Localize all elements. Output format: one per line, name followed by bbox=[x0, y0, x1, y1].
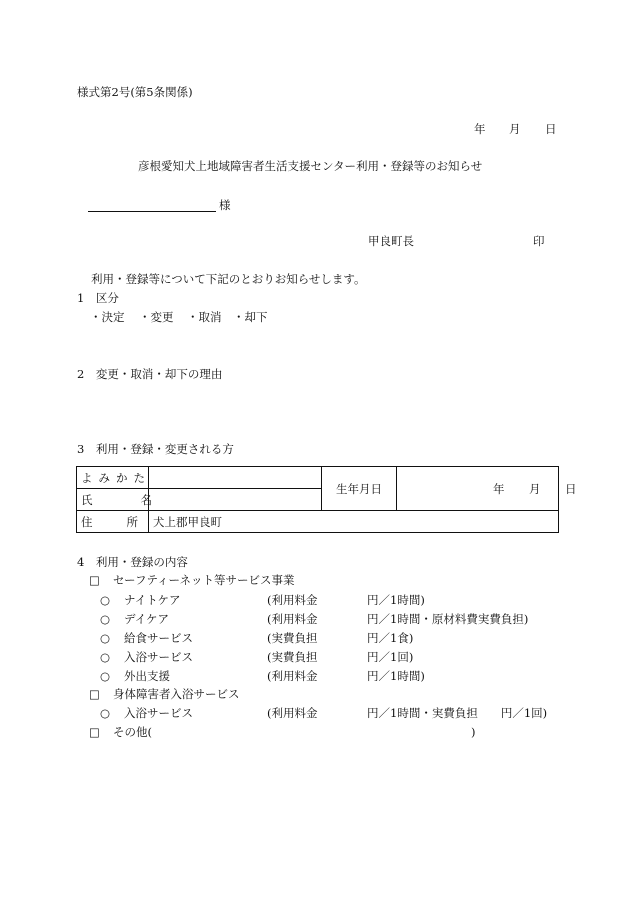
dob-year-label: 年 bbox=[493, 481, 505, 496]
item-outing-fee-detail: 円／1時間) bbox=[367, 669, 425, 683]
item-outing-fee-type: (利用料金 bbox=[267, 669, 318, 683]
item-daycare-fee-type: (利用料金 bbox=[267, 612, 318, 626]
item-physical-bath-fee-detail: 円／1時間・実費負担 円／1回) bbox=[367, 706, 548, 720]
section3-heading: 3 利用・登録・変更される方 bbox=[77, 442, 234, 456]
person-info-table bbox=[76, 466, 577, 533]
group1-label: セーフティーネット等サービス事業 bbox=[113, 573, 295, 587]
option-change[interactable]: ・変更 bbox=[139, 310, 174, 324]
item-bath-fee-type: (実費負担 bbox=[267, 650, 318, 664]
option-cancel[interactable]: ・取消 bbox=[187, 310, 222, 324]
item-nightcare-radio[interactable]: ○ bbox=[100, 593, 111, 607]
item-meal-fee-type: (実費負担 bbox=[267, 631, 318, 645]
date-year-label: 年 bbox=[474, 122, 486, 136]
item-nightcare-fee-type: (利用料金 bbox=[267, 593, 318, 607]
other-label: その他( bbox=[113, 725, 152, 739]
item-nightcare-name: ナイトケア bbox=[124, 593, 181, 607]
other-close-paren: ) bbox=[471, 725, 476, 739]
group2-checkbox[interactable]: □ bbox=[89, 687, 100, 701]
date-month-label: 月 bbox=[509, 122, 521, 136]
section4-heading: 4 利用・登録の内容 bbox=[77, 555, 188, 569]
dob-label-cell bbox=[322, 467, 397, 511]
item-bath-name: 入浴サービス bbox=[124, 650, 193, 664]
item-meal-name: 給食サービス bbox=[124, 631, 193, 645]
addressee-name-line[interactable] bbox=[88, 200, 216, 212]
item-outing-name: 外出支援 bbox=[124, 669, 170, 683]
furigana-label-cell bbox=[77, 467, 149, 489]
issuer-name: 甲良町長 bbox=[368, 234, 414, 248]
other-checkbox[interactable]: □ bbox=[89, 725, 100, 739]
seal-mark: 印 bbox=[533, 234, 545, 248]
furigana-input[interactable] bbox=[149, 467, 322, 489]
group2-label: 身体障害者入浴サービス bbox=[113, 687, 240, 701]
dob-month-label: 月 bbox=[529, 481, 541, 496]
date-day-label: 日 bbox=[545, 122, 557, 136]
item-daycare-radio[interactable]: ○ bbox=[100, 612, 111, 626]
section1-heading: 1 区分 bbox=[77, 291, 119, 305]
address-input[interactable] bbox=[149, 511, 559, 533]
addressee-suffix: 様 bbox=[219, 198, 231, 212]
item-daycare-name: デイケア bbox=[124, 612, 169, 626]
furigana-label: よみかた bbox=[81, 470, 151, 485]
section2-heading: 2 変更・取消・却下の理由 bbox=[77, 367, 223, 381]
group1-checkbox[interactable]: □ bbox=[89, 573, 100, 587]
address-label-cell bbox=[77, 511, 172, 533]
item-physical-bath-name: 入浴サービス bbox=[124, 706, 193, 720]
item-physical-bath-fee-type: (利用料金 bbox=[267, 706, 318, 720]
item-daycare-fee-detail: 円／1時間・原材料費実費負担) bbox=[367, 612, 529, 626]
item-outing-radio[interactable]: ○ bbox=[100, 669, 111, 683]
item-bath-radio[interactable]: ○ bbox=[100, 650, 111, 664]
item-physical-bath-radio[interactable]: ○ bbox=[100, 706, 111, 720]
item-meal-radio[interactable]: ○ bbox=[100, 631, 111, 645]
name-label-text: 氏名 bbox=[81, 492, 200, 507]
intro-text: 利用・登録等について下記のとおりお知らせします。 bbox=[91, 272, 366, 286]
form-number: 様式第2号(第5条関係) bbox=[77, 85, 193, 99]
page-title: 彦根愛知犬上地域障害者生活支援センター利用・登録等のお知らせ bbox=[138, 159, 483, 173]
dob-label: 生年月日 bbox=[336, 481, 382, 496]
option-reject[interactable]: ・却下 bbox=[233, 310, 268, 324]
dob-day-label: 日 bbox=[565, 481, 577, 496]
item-nightcare-fee-detail: 円／1時間) bbox=[367, 593, 425, 607]
dob-input[interactable] bbox=[397, 467, 577, 511]
address-label: 住所 bbox=[81, 514, 172, 529]
name-label-cell bbox=[77, 489, 200, 511]
name-label bbox=[81, 492, 200, 508]
item-meal-fee-detail: 円／1食) bbox=[367, 631, 414, 645]
address-value: 犬上郡甲良町 bbox=[153, 514, 222, 529]
option-decision[interactable]: ・決定 bbox=[90, 310, 125, 324]
item-bath-fee-detail: 円／1回) bbox=[367, 650, 414, 664]
